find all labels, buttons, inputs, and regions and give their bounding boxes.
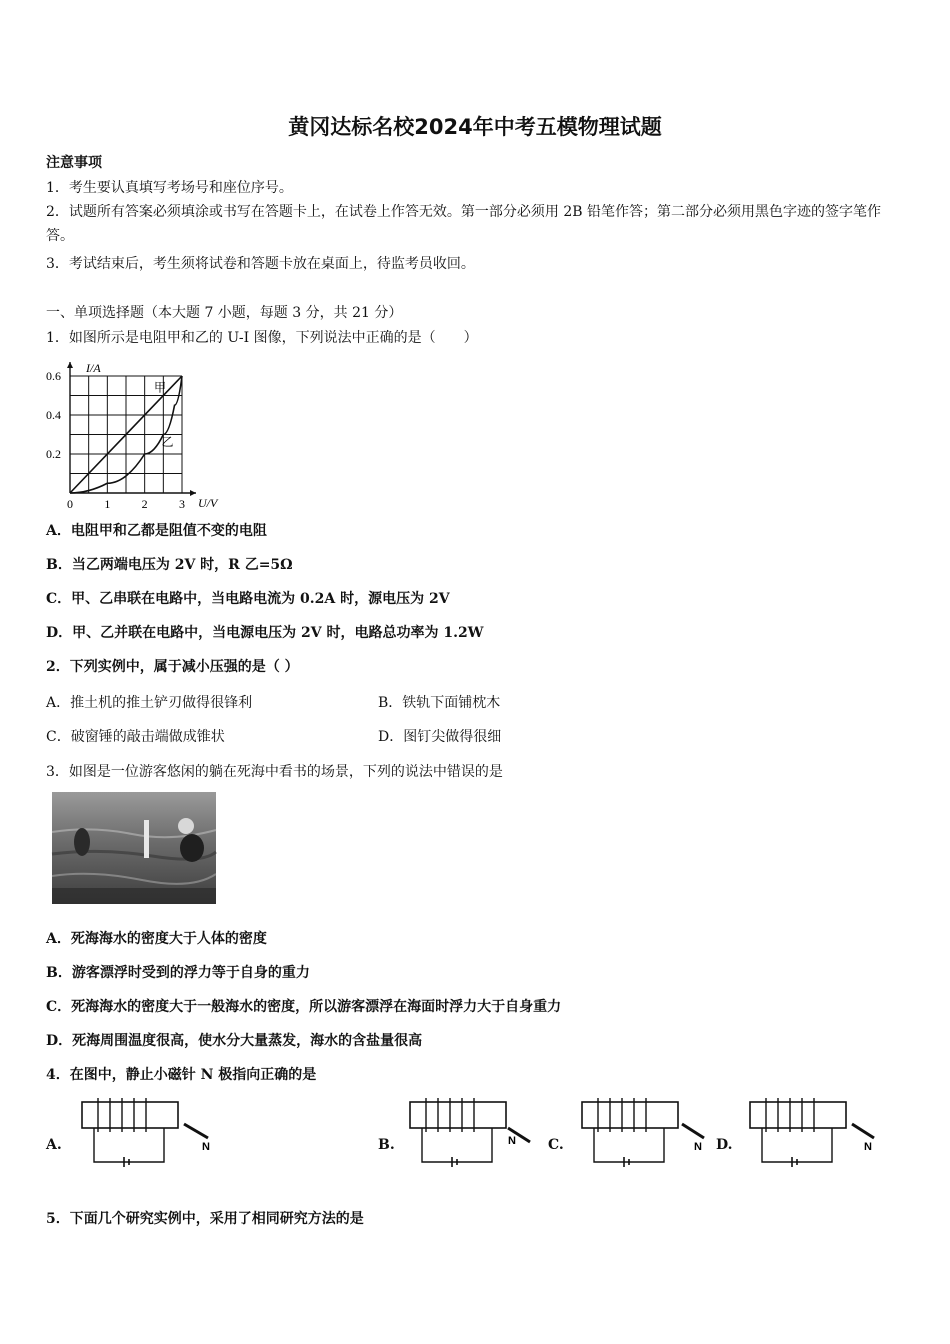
x-tick-label: 0 [67,497,73,511]
solenoid-diagram-c [580,1098,720,1168]
option-a-label: A. [46,1137,62,1153]
question-stem: 1．如图所示是电阻甲和乙的 U-I 图像，下列说法中正确的是（ ） [46,330,478,346]
option-c: C．甲、乙串联在电路中，当电路电流为 0.2A 时，源电压为 2V [46,591,450,607]
question-stem: 3．如图是一位游客悠闲的躺在死海中看书的场景，下列的说法中错误的是 [46,764,503,780]
x-axis-label: U/V [198,496,218,510]
needle-n-label: N [202,1141,210,1153]
question-stem: 2．下列实例中，属于减小压强的是（ ） [46,659,299,675]
question-stem: 4．在图中，静止小磁针 N 极指向正确的是 [46,1067,317,1083]
x-tick-label: 1 [104,497,111,511]
y-axis-label: I/A [86,361,101,375]
y-tick-label: 0.2 [46,447,61,461]
notice-item: 3．考试结束后，考生须将试卷和答题卡放在桌面上，待监考员收回。 [46,256,475,272]
x-tick-label: 2 [141,497,148,511]
option-d-label: D. [716,1137,733,1153]
option-d: D．甲、乙并联在电路中，当电源电压为 2V 时，电路总功率为 1.2W [46,625,484,641]
option-b: B．铁轨下面铺枕木 [378,695,501,711]
series-label-jia: 甲 [154,380,167,395]
section-heading: 一、单项选择题（本大题 7 小题，每题 3 分，共 21 分） [46,305,403,321]
solenoid-diagram-b [408,1098,548,1168]
needle-n-label: N [864,1141,872,1153]
option-c: C．破窗锤的敲击端做成锥状 [46,729,225,745]
y-tick-label: 0.4 [46,408,61,422]
option-b-label: B. [378,1137,395,1153]
dead-sea-photo [52,792,216,904]
series-label-yi: 乙 [161,435,174,450]
option-a: A．推土机的推土铲刃做得很锋利 [46,695,253,711]
solenoid-diagram-d [748,1098,888,1168]
notice-item: 2．试题所有答案必须填涂或书写在答题卡上，在试卷上作答无效。第一部分必须用 2B 铅笔作答；第二部分必须用黑色字迹的签字笔作答。 [46,204,881,244]
notice-item: 1．考生要认真填写考场号和座位序号。 [46,180,293,196]
needle-n-label: N [694,1141,702,1153]
y-axis-arrow [67,362,73,368]
needle-n-label: N [508,1135,516,1147]
option-c: C．死海海水的密度大于一般海水的密度，所以游客漂浮在海面时浮力大于自身重力 [46,999,562,1015]
page-title: 黄冈达标名校2024年中考五模物理试题 [288,115,662,139]
x-tick-label: 3 [179,497,185,511]
option-b: B．当乙两端电压为 2V 时，R 乙=5Ω [46,557,293,573]
y-tick-label: 0.6 [46,369,61,383]
option-c-label: C. [548,1137,564,1153]
option-a: A．死海海水的密度大于人体的密度 [46,931,267,947]
ui-chart [40,355,240,511]
notice-heading: 注意事项 [46,155,102,171]
question-stem: 5．下面几个研究实例中，采用了相同研究方法的是 [46,1211,364,1227]
option-a: A．电阻甲和乙都是阻值不变的电阻 [46,523,267,539]
option-d: D．图钉尖做得很细 [378,729,502,745]
option-d: D．死海周围温度很高，使水分大量蒸发，海水的含盐量很高 [46,1033,423,1049]
x-axis-arrow [190,490,196,496]
option-b: B．游客漂浮时受到的浮力等于自身的重力 [46,965,310,981]
solenoid-diagram-a [80,1098,220,1168]
